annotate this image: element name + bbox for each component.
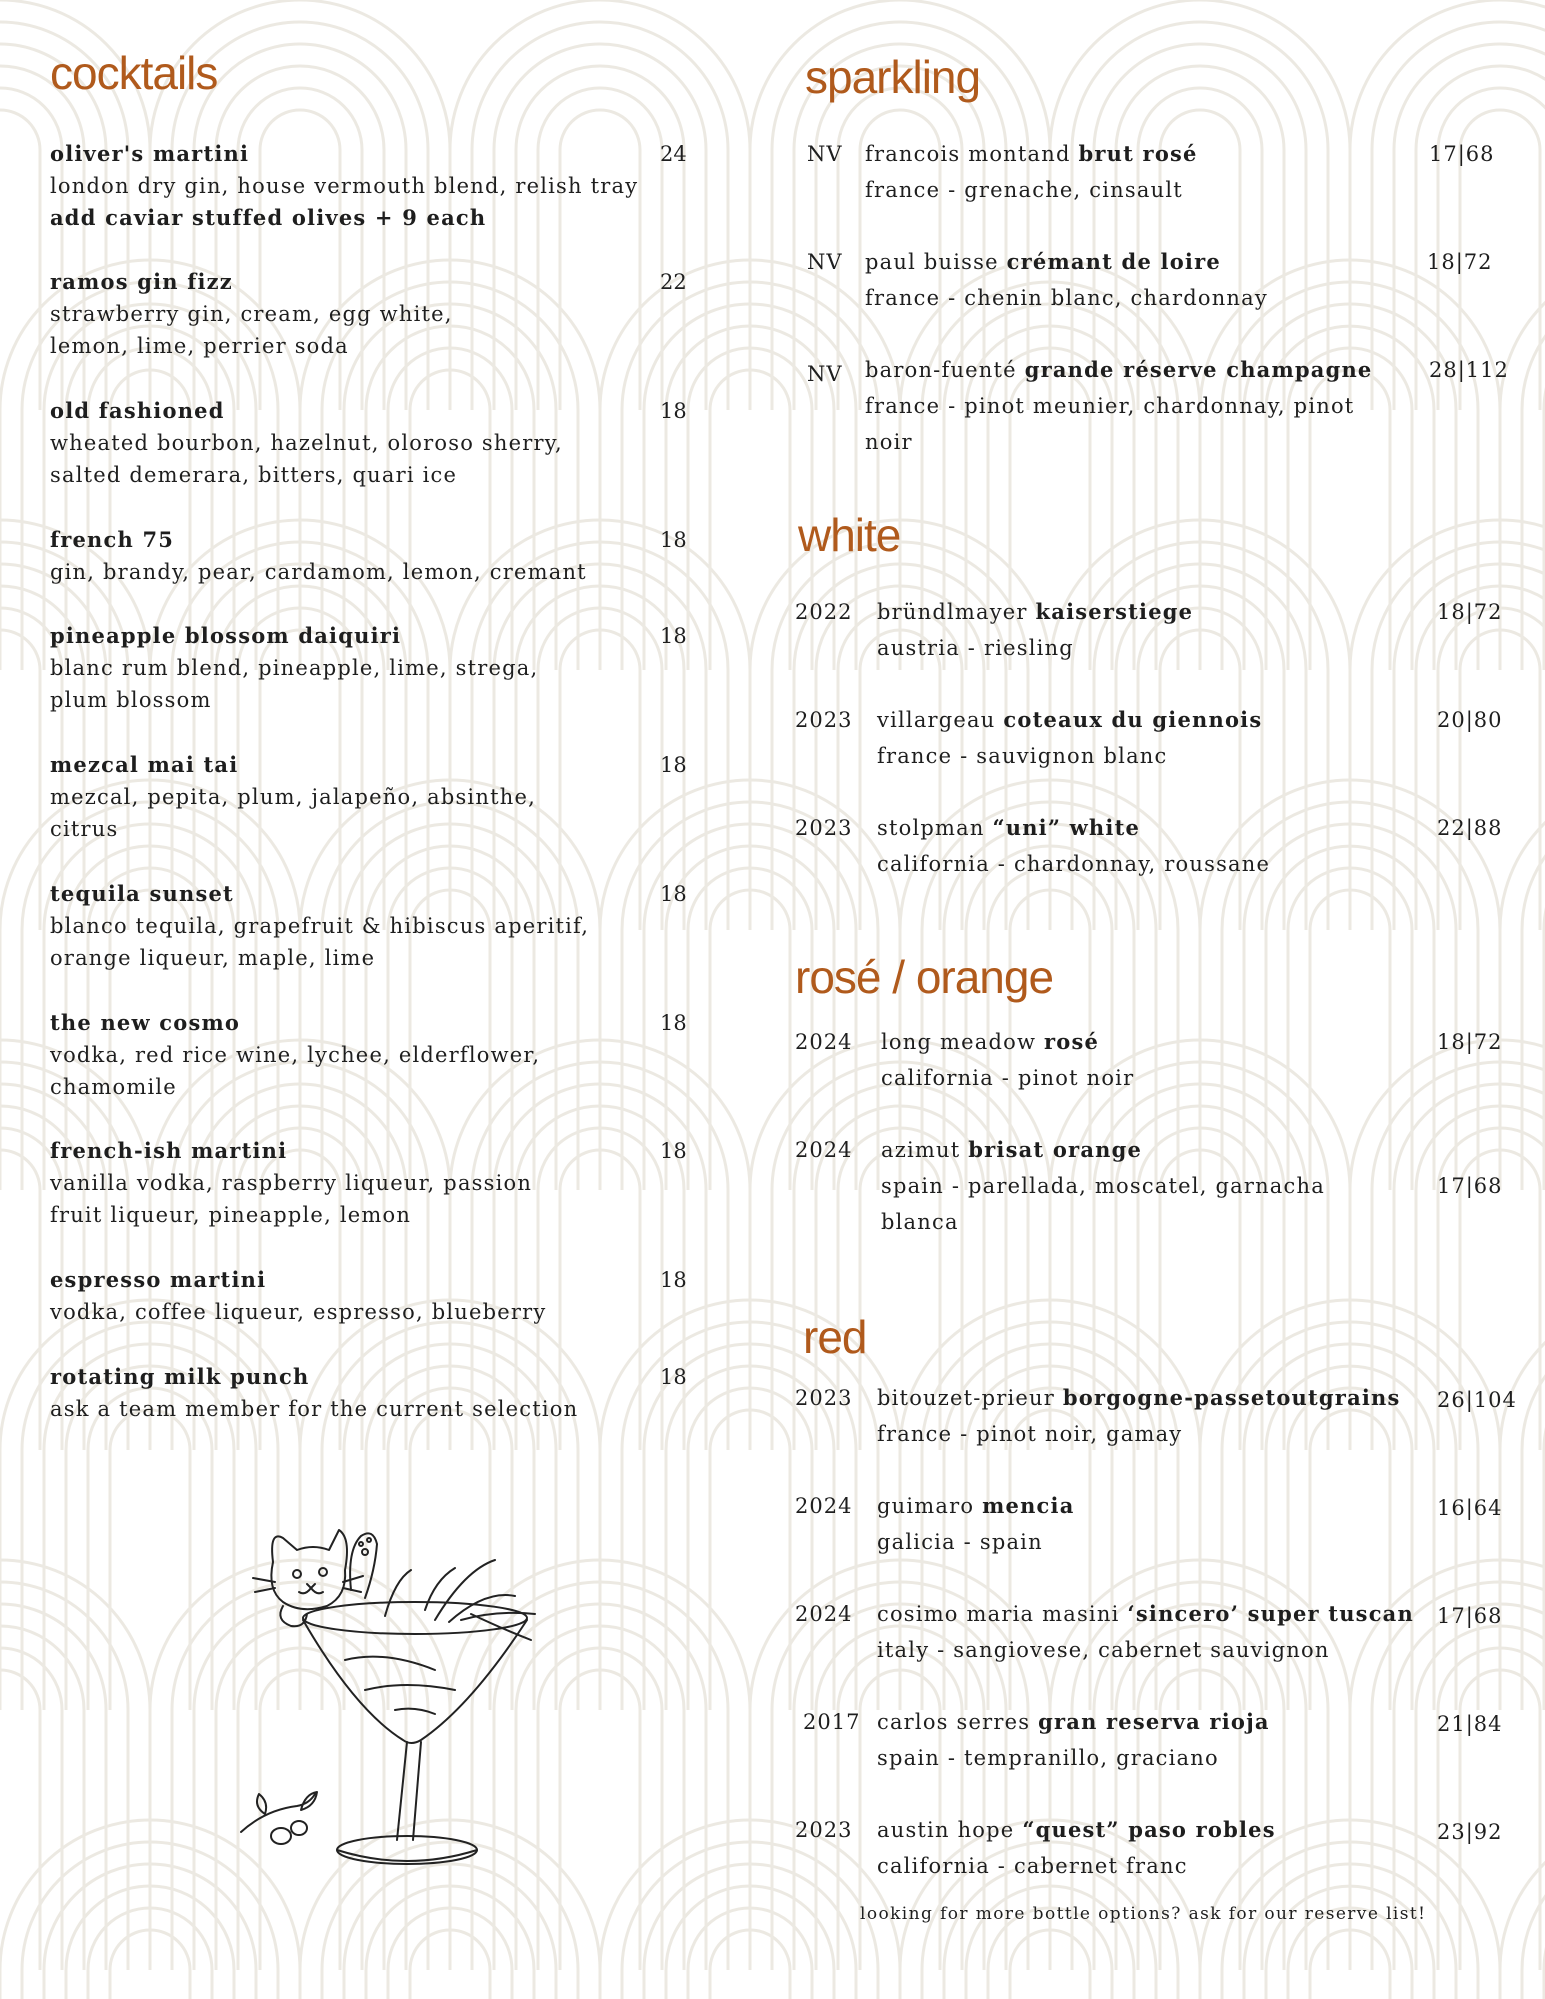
cat-martini-illustration (235, 1510, 565, 1890)
wine-name: grande réserve champagne (1024, 357, 1373, 382)
cocktail-name: french-ish martini (50, 1138, 288, 1163)
wine-description: france - sauvignon blanc (877, 744, 1168, 768)
cocktail-item (50, 266, 690, 362)
reserve-list-note: looking for more bottle options? ask for our reserve list! (860, 1904, 1427, 1924)
wine-description: italy - sangiovese, cabernet sauvignon (877, 1638, 1330, 1662)
cocktail-description: ask a team member for the current selection (50, 1397, 579, 1421)
cocktail-description: gin, brandy, pear, cardamom, lemon, cremant (50, 560, 587, 584)
wine-producer: long meadow (881, 1030, 1037, 1054)
arch-line (1460, 630, 1540, 930)
wine-details (865, 244, 1405, 316)
wine-vintage: 2024 (795, 1494, 853, 1518)
wine-producer: francois montand (865, 142, 1071, 166)
wine-vintage: 2024 (795, 1602, 853, 1626)
cocktail-item (50, 1264, 690, 1328)
cocktail-name: tequila sunset (50, 881, 234, 906)
cocktail-description: mezcal, pepita, plum, jalapeño, absinthe, citrus (50, 785, 536, 841)
wine-details (877, 1704, 1417, 1776)
wine-description: france - pinot meunier, chardonnay, pinot noir (865, 394, 1355, 454)
wine-details (877, 1380, 1417, 1452)
cocktail-price: 18 (660, 624, 687, 648)
arch-line (1160, 630, 1240, 930)
wine-name: gran reserva rioja (1038, 1709, 1270, 1734)
cocktail-description: strawberry gin, cream, egg white, lemon, lime, perrier soda (50, 302, 453, 358)
wine-title (881, 1024, 1421, 1060)
rose-orange-heading: rosé / orange (795, 951, 1054, 1003)
wine-vintage: 2023 (795, 708, 853, 732)
cocktail-price: 18 (660, 528, 687, 552)
wine-price: 28|112 (1429, 358, 1509, 382)
wine-description: california - pinot noir (881, 1066, 1135, 1090)
wine-price: 22|88 (1437, 816, 1503, 840)
cocktail-item (50, 749, 690, 845)
cocktail-name: the new cosmo (50, 1010, 241, 1035)
wine-title (877, 702, 1417, 738)
wine-producer: azimut (881, 1138, 961, 1162)
wine-price: 26|104 (1437, 1388, 1517, 1412)
arch-line (860, 630, 940, 930)
wine-name: ‘sincero’ super tuscan (1127, 1601, 1414, 1626)
wine-details (865, 136, 1405, 208)
cocktail-item (50, 1007, 690, 1103)
cocktail-price: 24 (660, 142, 687, 166)
arch-line (560, 1670, 640, 1970)
wine-title (877, 1488, 1417, 1524)
arch-line (0, 1626, 84, 1970)
cocktail-price: 22 (660, 270, 687, 294)
wine-vintage: 2023 (795, 816, 853, 840)
wine-details (877, 1488, 1417, 1560)
cocktail-name: pineapple blossom daiquiri (50, 623, 402, 648)
wine-description: california - chardonnay, roussane (877, 852, 1271, 876)
wine-description: california - cabernet franc (877, 1854, 1188, 1878)
wine-name: “quest” paso robles (1022, 1817, 1276, 1842)
wine-vintage: NV (807, 362, 843, 386)
wine-vintage: NV (807, 142, 843, 166)
wine-details (881, 1132, 1381, 1240)
wine-title (877, 810, 1417, 846)
wine-title (881, 1132, 1381, 1168)
wine-title (877, 1380, 1417, 1416)
cocktail-description: blanco tequila, grapefruit & hibiscus aperitif, orange liqueur, maple, lime (50, 914, 590, 970)
cocktail-item (50, 1135, 690, 1231)
wine-vintage: 2023 (795, 1818, 853, 1842)
wine-producer: paul buisse (865, 250, 999, 274)
cocktail-price: 18 (660, 399, 687, 423)
arch-line (110, 1410, 190, 1710)
cocktail-price: 18 (660, 882, 687, 906)
wine-producer: austin hope (877, 1818, 1015, 1842)
cocktail-name: old fashioned (50, 398, 225, 423)
cocktail-name: espresso martini (50, 1267, 267, 1292)
cocktails-heading: cocktails (50, 47, 218, 99)
cocktail-description: wheated bourbon, hazelnut, oloroso sherry, salted demerara, bitters, quari ice (50, 431, 563, 487)
cocktail-description: blanc rum blend, pineapple, lime, strega, plum blossom (50, 656, 539, 712)
wine-price: 23|92 (1437, 1820, 1503, 1844)
wine-name: coteaux du giennois (1003, 707, 1263, 732)
wine-price: 20|80 (1437, 708, 1503, 732)
cocktail-addon: add caviar stuffed olives + 9 each (50, 205, 487, 230)
wine-description: france - chenin blanc, chardonnay (865, 286, 1268, 310)
wine-vintage: 2023 (795, 1386, 853, 1410)
wine-price: 18|72 (1437, 1030, 1503, 1054)
wine-producer: bründlmayer (877, 600, 1028, 624)
wine-description: france - grenache, cinsault (865, 178, 1183, 202)
arch-line (0, 1582, 128, 1970)
arch-line (710, 1410, 790, 1710)
wine-name: mencia (982, 1493, 1075, 1518)
wine-producer: stolpman (877, 816, 985, 840)
cocktail-name: rotating milk punch (50, 1364, 310, 1389)
arch-line (0, 542, 128, 930)
cocktail-item (50, 878, 690, 974)
arch-line (0, 564, 106, 930)
wine-details (877, 594, 1417, 666)
cocktail-description: vanilla vodka, raspberry liqueur, passion fruit liqueur, pineapple, lemon (50, 1171, 533, 1227)
wine-vintage: 2022 (795, 600, 853, 624)
white-heading: white (798, 509, 901, 561)
wine-title (877, 1812, 1417, 1848)
red-heading: red (803, 1311, 867, 1363)
wine-details (877, 1812, 1417, 1884)
cocktail-name: ramos gin fizz (50, 269, 233, 294)
wine-price: 21|84 (1437, 1712, 1503, 1736)
arch-line (0, 1604, 106, 1970)
wine-vintage: NV (807, 250, 843, 274)
wine-description: galicia - spain (877, 1530, 1043, 1554)
wine-name: borgogne-passetoutgrains (1062, 1385, 1401, 1410)
cocktail-description: vodka, coffee liqueur, espresso, blueberry (50, 1300, 547, 1324)
wine-name: brisat orange (968, 1137, 1143, 1162)
cocktail-price: 18 (660, 1268, 687, 1292)
wine-description: france - pinot noir, gamay (877, 1422, 1183, 1446)
wine-title (865, 352, 1385, 388)
wine-title (865, 244, 1405, 280)
cocktail-name: oliver's martini (50, 141, 250, 166)
cocktail-price: 18 (660, 1139, 687, 1163)
wine-price: 16|64 (1437, 1496, 1503, 1520)
wine-producer: baron-fuenté (865, 358, 1017, 382)
wine-producer: bitouzet-prieur (877, 1386, 1055, 1410)
wine-producer: carlos serres (877, 1710, 1031, 1734)
wine-vintage: 2017 (803, 1710, 861, 1734)
wine-producer: villargeau (877, 708, 996, 732)
wine-details (877, 702, 1417, 774)
wine-name: “uni” white (992, 815, 1141, 840)
cocktail-price: 18 (660, 1365, 687, 1389)
wine-price: 17|68 (1429, 142, 1495, 166)
wine-name: rosé (1044, 1029, 1100, 1054)
cocktail-item (50, 395, 690, 491)
wine-description: austria - riesling (877, 636, 1074, 660)
wine-producer: cosimo maria masini (877, 1602, 1120, 1626)
cocktail-item (50, 1361, 690, 1425)
arch-line (710, 370, 790, 670)
cocktail-item (50, 524, 690, 588)
wine-vintage: 2024 (795, 1030, 853, 1054)
wine-description: spain - parellada, moscatel, garnacha blanca (881, 1174, 1325, 1234)
wine-details (865, 352, 1385, 460)
cocktail-description: vodka, red rice wine, lychee, elderflower, chamomile (50, 1043, 541, 1099)
wine-price: 18|72 (1437, 600, 1503, 624)
cocktail-price: 18 (660, 753, 687, 777)
wine-title (865, 136, 1405, 172)
cocktail-name: mezcal mai tai (50, 752, 239, 777)
arch-line (710, 890, 790, 1190)
wine-title (877, 594, 1417, 630)
wine-title (877, 1596, 1417, 1632)
cocktail-name: french 75 (50, 527, 175, 552)
wine-name: brut rosé (1078, 141, 1198, 166)
wine-vintage: 2024 (795, 1138, 853, 1162)
sparkling-heading: sparkling (805, 51, 981, 103)
wine-description: spain - tempranillo, graciano (877, 1746, 1219, 1770)
wine-details (877, 810, 1417, 882)
wine-name: crémant de loire (1006, 249, 1221, 274)
cocktail-price: 18 (660, 1011, 687, 1035)
wine-title (877, 1704, 1417, 1740)
wine-details (881, 1024, 1421, 1096)
wine-price: 17|68 (1437, 1604, 1503, 1628)
wine-name: kaiserstiege (1035, 599, 1194, 624)
cocktail-item (50, 138, 690, 234)
wine-price: 18|72 (1427, 250, 1493, 274)
wine-producer: guimaro (877, 1494, 975, 1518)
wine-details (877, 1596, 1417, 1668)
cocktail-item (50, 620, 690, 716)
wine-price: 17|68 (1437, 1174, 1503, 1198)
cocktail-description: london dry gin, house vermouth blend, relish tray (50, 174, 639, 198)
